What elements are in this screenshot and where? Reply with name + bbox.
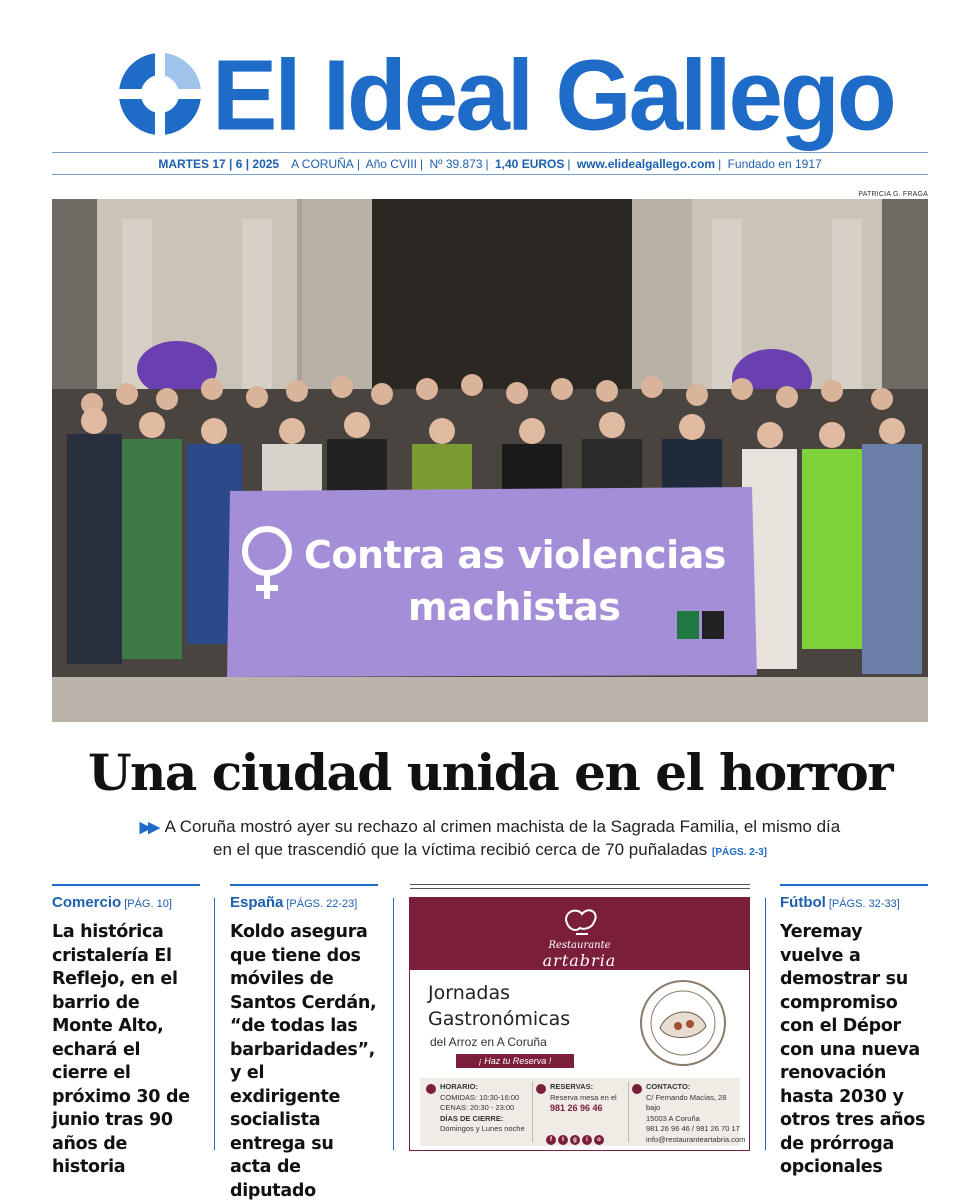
banner-text-2: machistas xyxy=(408,585,621,629)
reserve-button[interactable]: ¡ Haz tu Reserva ! xyxy=(456,1054,574,1068)
column-divider xyxy=(214,898,215,1150)
contact-label: CONTACTO: xyxy=(646,1082,691,1091)
page-ref: [PÁGS. 32-33] xyxy=(828,898,900,910)
clock-icon xyxy=(426,1084,436,1094)
restaurant-ad[interactable] xyxy=(409,897,750,1151)
google-icon[interactable]: g xyxy=(570,1135,580,1145)
page-ref: [PÁGS. 22-23] xyxy=(286,898,358,910)
ad-header xyxy=(410,898,749,970)
lead-headline[interactable]: Una ciudad unida en el horror xyxy=(87,743,893,802)
lead-photo xyxy=(52,199,928,722)
hours-label: HORARIO: xyxy=(440,1082,478,1091)
column-rule xyxy=(780,884,928,886)
brief-futbol[interactable] xyxy=(780,884,928,1180)
instagram-icon[interactable]: i xyxy=(582,1135,592,1145)
dateline: MARTES 17 | 6 | 2025 A CORUÑA | Año CVIII | Nº 39.873 | 1,40 EUROS | www.elidealgallego.com | Fundado en 1917 xyxy=(158,157,822,171)
ad-divider xyxy=(628,1082,629,1142)
closed-days: Domingos y Lunes noche xyxy=(440,1124,525,1133)
column-rule xyxy=(52,884,200,886)
hours-lunch: COMIDAS: 10:30-16:00 xyxy=(440,1092,520,1102)
ad-rules xyxy=(410,884,750,889)
chef-logo-icon xyxy=(558,904,602,940)
ad-hours xyxy=(440,1082,534,1135)
banner-text-1: Contra as violencias xyxy=(304,533,726,577)
masthead-title: El Ideal Gallego xyxy=(212,38,894,152)
reserve-text: Reserva mesa en el xyxy=(550,1092,617,1102)
brief-comercio[interactable] xyxy=(52,884,200,1180)
hours-dinner: CENAS: 20:30 - 23:00 xyxy=(440,1103,515,1112)
ad-reservations xyxy=(550,1082,636,1114)
ad-info-panel xyxy=(420,1078,746,1146)
founded-note: Fundado en 1917 xyxy=(727,157,822,171)
ad-contact xyxy=(646,1082,746,1145)
section-label xyxy=(52,894,200,911)
brief-story: Koldo asegura que tiene dos móviles de Santos Cerdán, “de todas las barbaridades”, y el exdirigente socialista entrega su acta de diputado xyxy=(230,922,377,1201)
deck-line-1: A Coruña mostró ayer su rechazo al crimen machista de la Sagrada Familia, el mismo día xyxy=(164,817,841,836)
contact-email[interactable]: info@restauranteartabria.com xyxy=(646,1134,746,1144)
ad-title: Jornadas xyxy=(428,982,510,1004)
website-link[interactable]: www.elidealgallego.com xyxy=(576,157,716,171)
page-ref: [PÁG. 10] xyxy=(124,898,172,910)
issue-date: MARTES 17 | 6 | 2025 xyxy=(158,157,280,171)
contact-city: 15003 A Coruña xyxy=(646,1113,700,1123)
section-name: España xyxy=(230,894,284,911)
ad-brand-small: Restaurante xyxy=(548,940,611,951)
issue-year: Año CVIII xyxy=(365,157,417,171)
phone-icon xyxy=(632,1084,642,1094)
issue-number: Nº 39.873 xyxy=(429,157,483,171)
brief-espana[interactable] xyxy=(230,884,378,1203)
reserve-label: RESERVAS: xyxy=(550,1082,594,1091)
plate-illustration-icon xyxy=(638,978,728,1068)
dateline-rule xyxy=(52,174,928,175)
reserve-phone[interactable]: 981 26 96 46 xyxy=(550,1103,603,1113)
brief-story: La histórica cristalería El Reflejo, en el barrio de Monte Alto, echará el cierre el próximo 30 de junio tras 90 años de historia xyxy=(52,922,190,1177)
masthead xyxy=(0,40,980,150)
lead-deck xyxy=(90,816,890,864)
brief-story: Yeremay vuelve a demostrar su compromiso con el Dépor con una nueva renovación hasta 2030 y otros tres años de prórroga opcionales xyxy=(780,922,926,1177)
dateline-rule xyxy=(52,152,928,153)
section-name: Fútbol xyxy=(780,894,826,911)
issue-city: A CORUÑA xyxy=(291,157,354,171)
contact-phones[interactable]: 981 26 96 46 / 981 26 70 17 xyxy=(646,1124,740,1133)
facebook-icon[interactable]: f xyxy=(546,1135,556,1145)
section-label xyxy=(230,894,378,911)
ad-divider xyxy=(532,1082,533,1142)
closed-label: DÍAS DE CIERRE: xyxy=(440,1113,504,1123)
ad-subtitle: del Arroz en A Coruña xyxy=(430,1035,547,1049)
column-divider xyxy=(393,898,394,1150)
deck-page-ref[interactable]: [PÁGS. 2-3] xyxy=(711,847,767,858)
contact-address: C/ Fernando Macías, 28 bajo xyxy=(646,1092,727,1112)
tripadvisor-icon[interactable]: o xyxy=(594,1135,604,1145)
ring-logo-icon xyxy=(118,52,202,136)
column-rule xyxy=(230,884,378,886)
section-name: Comercio xyxy=(52,894,122,911)
photo-credit: PATRICIA G. FRAGA xyxy=(858,191,928,198)
cutlery-icon xyxy=(536,1084,546,1094)
issue-price: 1,40 EUROS xyxy=(495,157,565,171)
ad-title: Gastronómicas xyxy=(428,1008,571,1030)
column-divider xyxy=(765,898,766,1150)
double-arrow-icon: ▶▶ xyxy=(139,819,157,836)
ad-brand: artabria xyxy=(542,951,617,970)
twitter-icon[interactable]: t xyxy=(558,1135,568,1145)
social-icons xyxy=(546,1128,606,1146)
photo-illustration xyxy=(52,199,928,722)
deck-line-2: en el que trascendió que la víctima recibió cerca de 70 puñaladas xyxy=(212,840,708,859)
section-label xyxy=(780,894,928,911)
